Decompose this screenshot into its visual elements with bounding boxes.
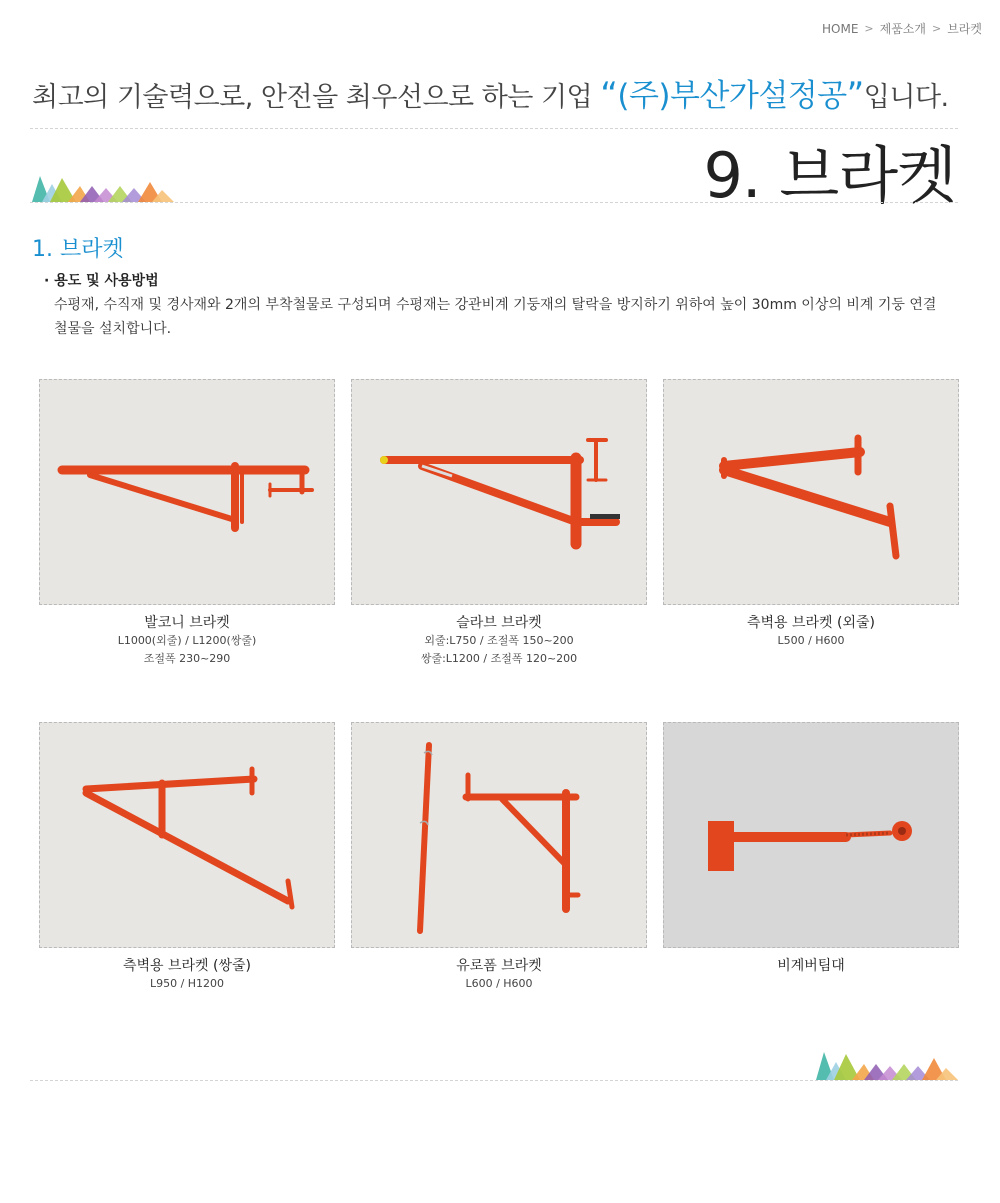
product-spec: L600 / H600: [465, 977, 533, 990]
product-spec: L500 / H600: [777, 634, 845, 647]
product-photo: [663, 722, 959, 948]
divider: [30, 1080, 958, 1081]
mountain-decoration: [816, 1050, 958, 1082]
breadcrumb: [822, 20, 982, 37]
chevron-right-icon: >: [864, 22, 874, 35]
usage-heading: · 용도 및 사용방법: [44, 273, 159, 289]
slogan-prefix: 최고의 기술력으로, 안전을 최우선으로 하는 기업: [32, 82, 601, 113]
product-spec: 외줄:L750 / 조절폭 150~200: [424, 634, 574, 647]
slogan-brand: (주)부산가설정공: [617, 78, 847, 114]
breadcrumb-category-link[interactable]: 제품소개: [879, 22, 926, 36]
breadcrumb-current: 브라켓: [947, 22, 982, 36]
section-title: 1. 브라켓: [32, 237, 124, 262]
product-photo: [351, 722, 647, 948]
product-card[interactable]: [39, 379, 335, 668]
product-name: 발코니 브라켓: [144, 615, 230, 631]
product-spec: L950 / H1200: [149, 977, 225, 990]
product-photo: [663, 379, 959, 605]
slogan-suffix: 입니다.: [863, 82, 949, 113]
page-title: 9. 브라켓: [703, 139, 956, 212]
euroform-bracket-image: [352, 723, 646, 947]
product-name: 측벽용 브라켓 (외줄): [746, 615, 876, 631]
scaffold-brace-image: [664, 723, 958, 947]
side-wall-bracket-double-image: [40, 723, 334, 947]
product-name: 유로폼 브라켓: [456, 958, 542, 974]
product-card[interactable]: [351, 722, 647, 993]
product-photo: [39, 722, 335, 948]
side-wall-bracket-single-image: [664, 380, 958, 604]
balcony-bracket-image: [40, 380, 334, 604]
product-photo: [39, 379, 335, 605]
product-spec: L1000(외줄) / L1200(쌍줄): [117, 634, 257, 647]
product-spec: 쌍줄:L1200 / 조절폭 120~200: [420, 652, 578, 665]
breadcrumb-home-link[interactable]: HOME: [822, 21, 859, 36]
product-name: 슬라브 브라켓: [456, 615, 542, 631]
product-name: 비계버팀대: [777, 958, 845, 974]
mountain-decoration: [32, 172, 174, 204]
product-photo: [351, 379, 647, 605]
chevron-right-icon: >: [932, 22, 942, 35]
slogan-open-quote: “: [600, 75, 618, 115]
divider: [30, 202, 958, 203]
product-card[interactable]: [663, 722, 959, 975]
product-name: 측벽용 브라켓 (쌍줄): [122, 958, 252, 974]
product-card[interactable]: [663, 379, 959, 650]
product-spec: 조절폭 230~290: [143, 652, 231, 665]
slogan-close-quote: ”: [846, 75, 864, 115]
product-card[interactable]: [351, 379, 647, 668]
product-card[interactable]: [39, 722, 335, 993]
company-slogan: [32, 70, 949, 115]
usage-description: 수평재, 수직재 및 경사재와 2개의 부착철물로 구성되며 수평재는 강관비계 기둥재의 탈락을 방지하기 위하여 높이 30mm 이상의 비계 기둥 연결 철물을 설치합니다.: [54, 297, 937, 337]
slab-bracket-image: [352, 380, 646, 604]
